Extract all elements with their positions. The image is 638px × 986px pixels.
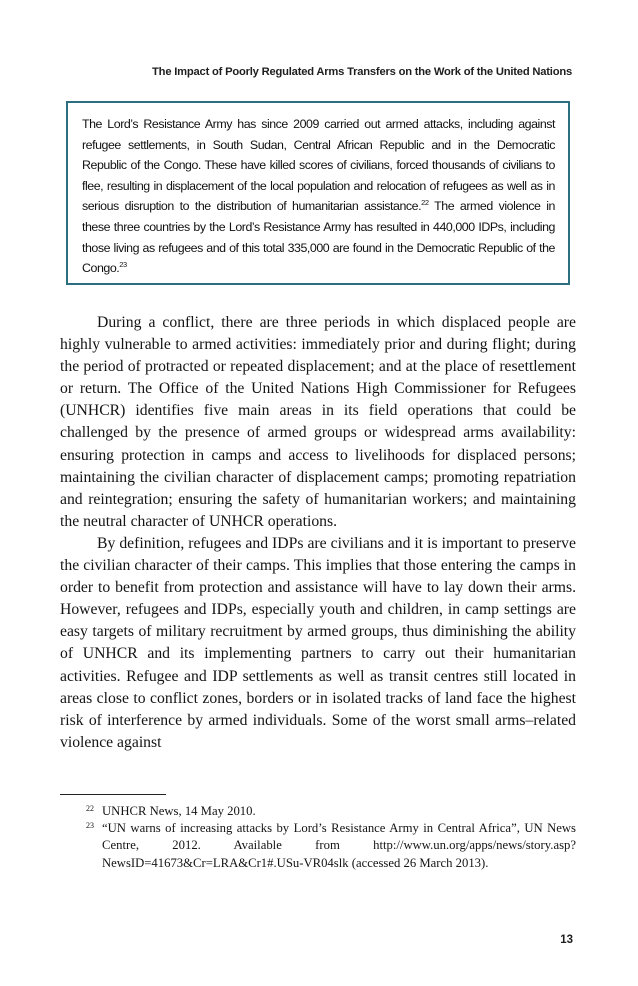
footnote-divider: [60, 794, 166, 795]
footnotes: [60, 803, 576, 872]
page-number: 13: [560, 934, 573, 946]
body-text: [60, 312, 576, 754]
body-paragraph-1: During a conflict, there are three periods in which displaced people are highly vulnerable to armed activities: immediately prior and during flight; during the period of protracted or repeated displacement; and at the place of resettlement or return. The Office of the United Nations High Commissioner for Refugees (UNHCR) identifies five main areas in its field operations that could be challenged by the presence of armed groups or widespread arms availability: ensuring protection in camps and access to livelihoods for displaced persons; maintaining the civilian character of displacement camps; promoting repatriation and reintegration; ensuring the safety of humanitarian workers; and maintaining the neutral character of UNHCR operations.: [60, 314, 576, 530]
footnote-text: UNHCR News, 14 May 2010.: [102, 804, 256, 818]
body-paragraph-2: By definition, refugees and IDPs are civilians and it is important to preserve the civilian character of their camps. This implies that those entering the camps in order to benefit from protection and assistance will have to lay down their arms. However, refugees and IDPs, especially youth and children, in camp settings are easy targets of military recruitment by armed groups, thus diminishing the ability of UNHCR and its implementing partners to carry out their humanitarian activities. Refugee and IDP settlements as well as transit centres still located in areas close to conflict zones, borders or in isolated tracks of land face the highest risk of interference by armed individuals. Some of the worst small arms–related violence against: [60, 534, 576, 751]
footnote-23: [60, 820, 576, 872]
running-head: The Impact of Poorly Regulated Arms Transfers on the Work of the United Nations: [152, 66, 572, 78]
footnote-text: “UN warns of increasing attacks by Lord’s Resistance Army in Central Africa”, UN News Centre, 2012. Available from http://www.un.org/apps/news/story.asp?NewsID=41673&Cr=LRA&Cr1#.USu-VR04slk (accessed 26 March 2013).: [102, 821, 576, 870]
footnote-number: 23: [86, 821, 94, 831]
footnote-ref-22[interactable]: 22: [421, 198, 429, 208]
sidebar-text-part1: The Lord’s Resistance Army has since 2009 carried out armed attacks, including against refugee settlements, in South Sudan, Central African Republic and in the Democratic Republic of the Congo. These have killed scores of civilians, forced thousands of civilians to flee, resulting in displacement of the local population and relocation of refugees as well as in serious disruption to the distribution of humanitarian assistance.: [82, 117, 555, 214]
footnote-ref-23[interactable]: 23: [119, 260, 127, 270]
sidebar-text-part2: The armed violence in these three countries by the Lord’s Resistance Army has resulted in 440,000 IDPs, including those living as refugees and of this total 335,000 are found in the Democratic Republic of the Congo.: [82, 199, 555, 276]
sidebar-box: [66, 101, 570, 285]
footnote-number: 22: [86, 804, 94, 813]
footnote-22: [60, 803, 576, 820]
sidebar-text: [82, 114, 555, 279]
